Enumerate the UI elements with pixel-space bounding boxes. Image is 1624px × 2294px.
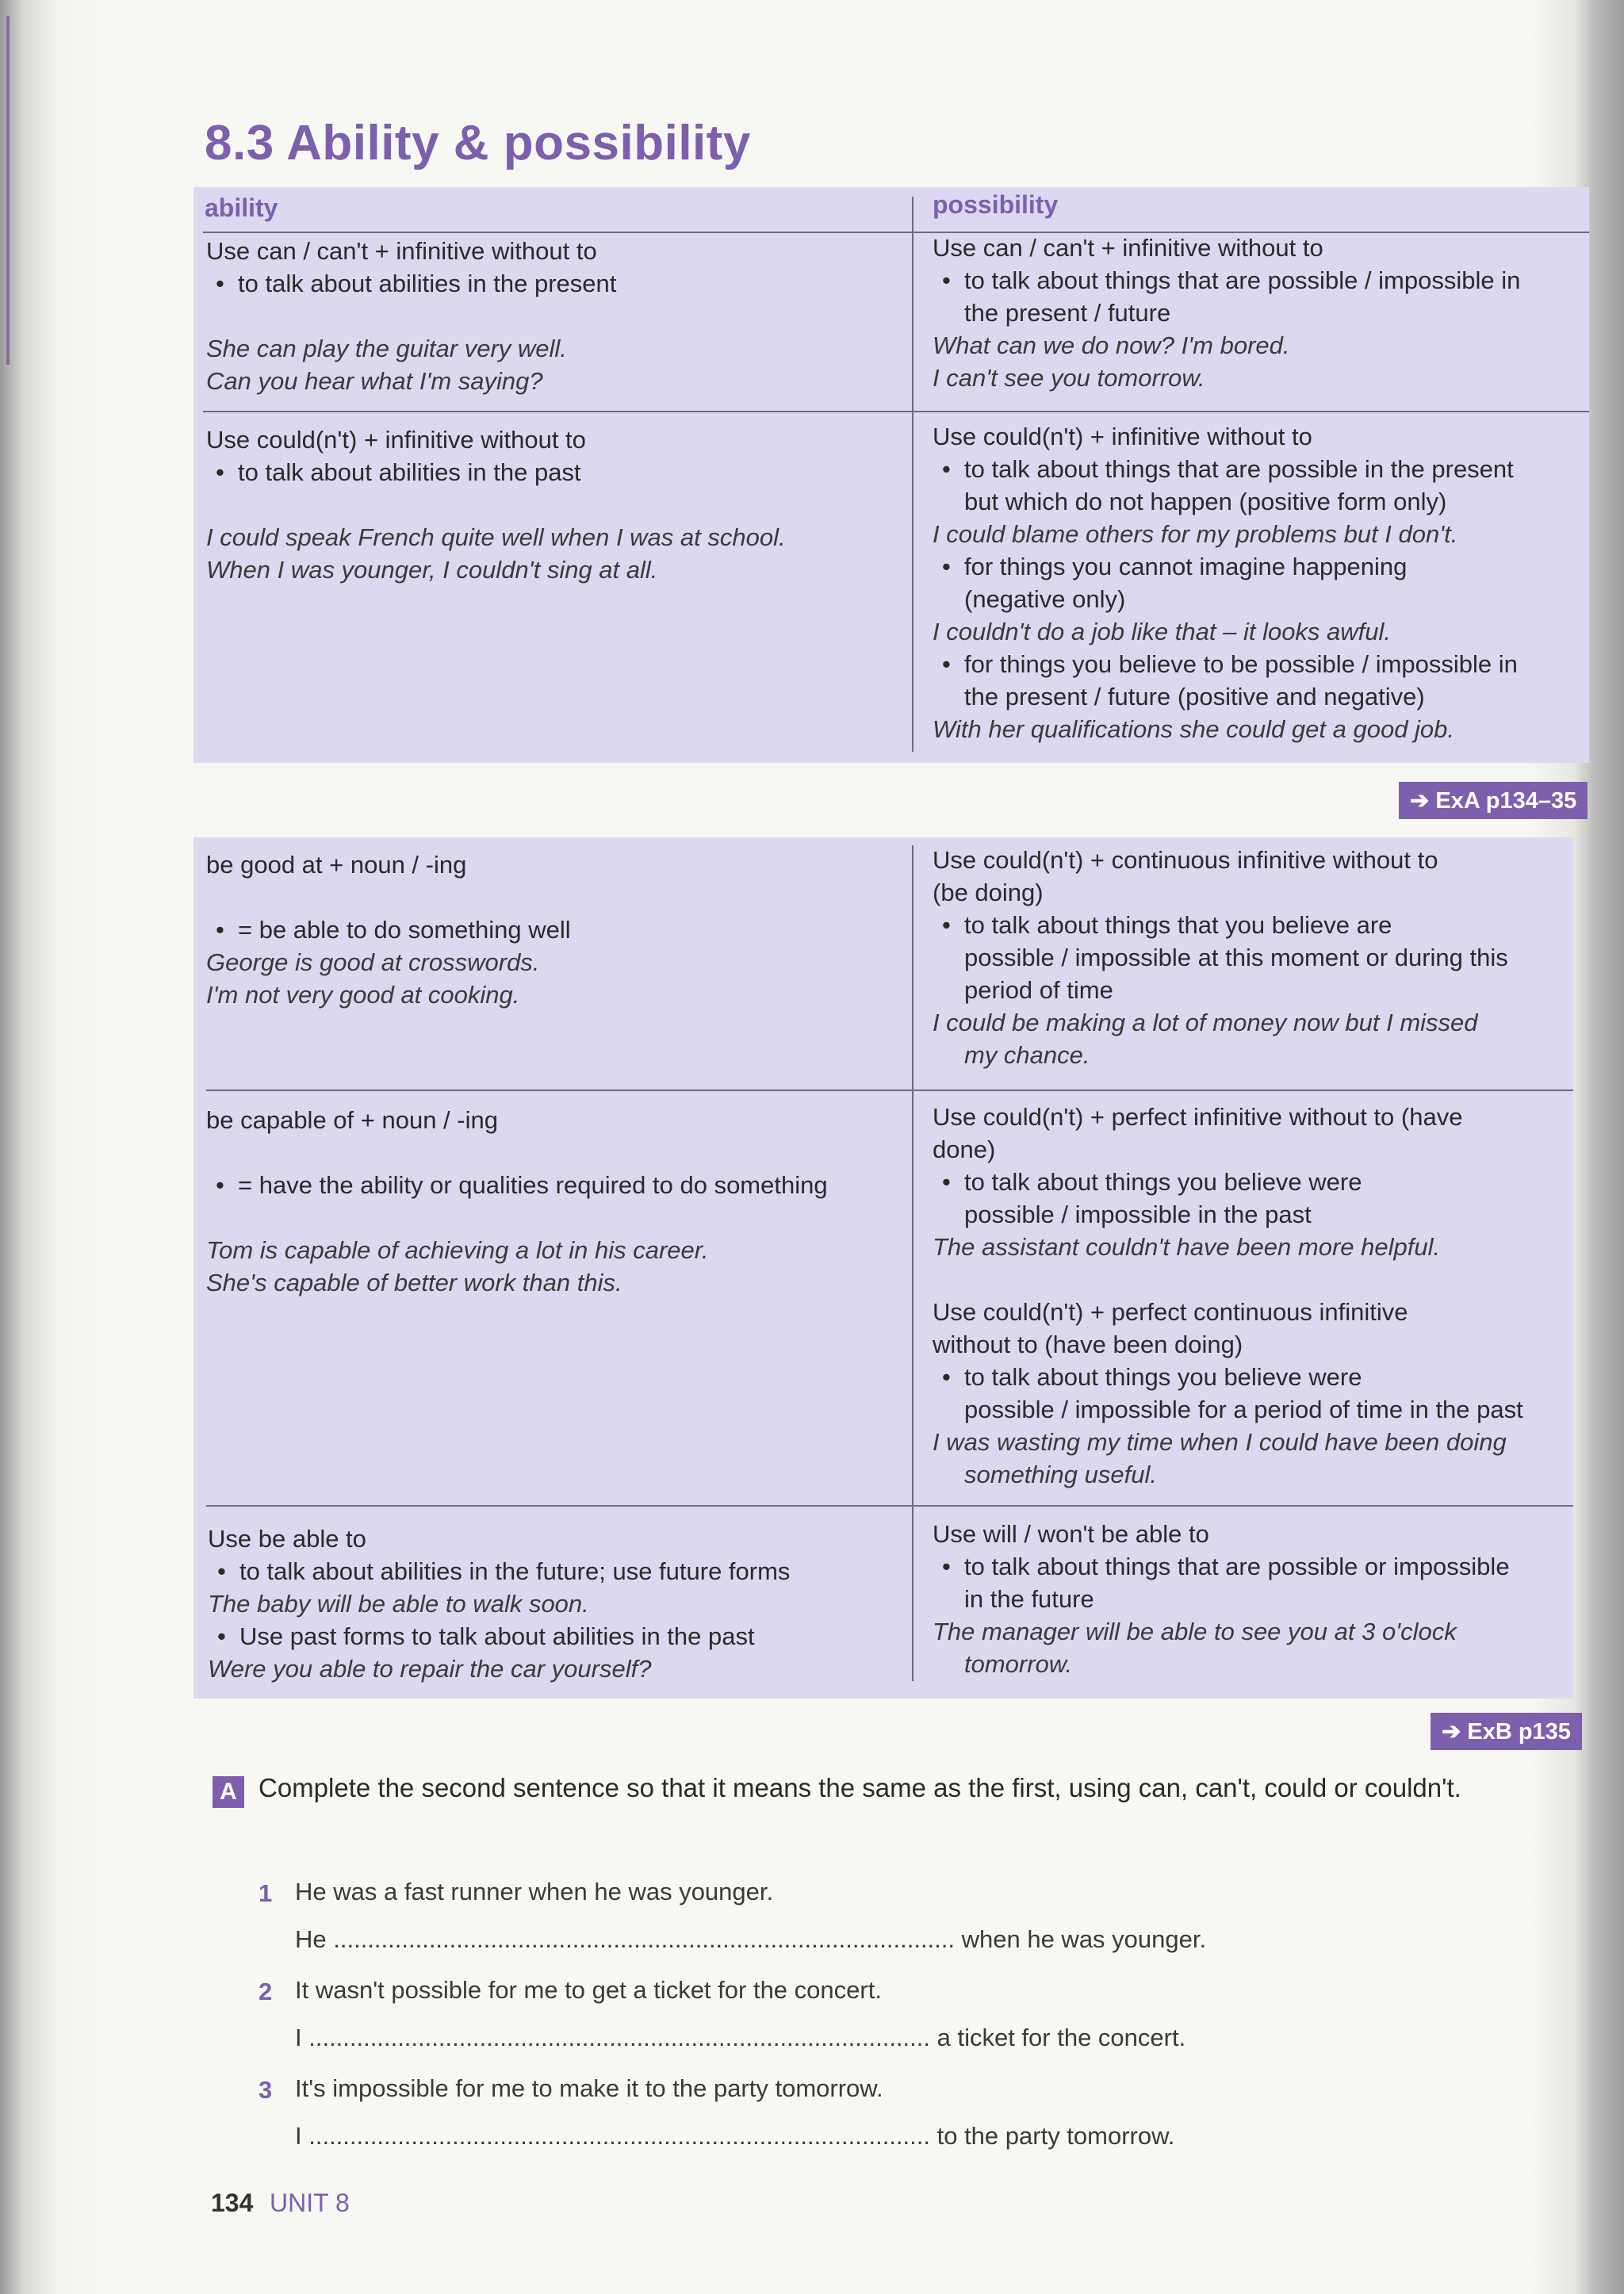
rule-heading: Use be able to [208,1525,366,1553]
be-capable-of-cell [206,1104,904,1299]
question-number: 2 [259,1978,273,2005]
possibility-present-cell [933,232,1591,394]
example-sentence: I could blame others for my problems but I don't. [933,520,1458,548]
spacer [933,1263,1583,1296]
spacer [206,881,904,913]
rule-heading: Use could(n't) + perfect continuous infinitive [933,1298,1408,1326]
usage-bullet-continued: possible / impossible at this moment or during this [964,944,1508,971]
rule-heading: (be doing) [933,879,1044,906]
example-sentence: Tom is capable of achieving a lot in his career. [206,1236,709,1264]
usage-bullet: • to talk about things that are possible / impossible in [933,264,1591,297]
rule-heading: Use could(n't) + infinitive without to [206,426,586,454]
example-sentence: The manager will be able to see you at 3 o'clock [933,1618,1457,1645]
spacer [206,300,904,332]
example-sentence: She can play the guitar very well. [206,335,567,362]
example-sentence: The baby will be able to walk soon. [208,1590,589,1618]
example-sentence: Were you able to repair the car yourself? [208,1655,652,1683]
rule-heading: Use will / won't be able to [933,1520,1209,1548]
usage-bullet: • = be able to do something well [206,913,904,946]
spacer [206,1136,904,1169]
usage-bullet: • to talk about things that are possible in the present [933,453,1591,485]
divider [203,411,1589,412]
usage-bullet: • to talk about things you believe were [933,1361,1583,1393]
example-sentence: I can't see you tomorrow. [933,364,1205,392]
usage-bullet: • Use past forms to talk about abilities in the past [208,1620,906,1653]
example-sentence: I could speak French quite well when I was at school. [206,523,786,551]
question-sentence: It wasn't possible for me to get a ticket for the concert. [295,1976,882,2004]
perfect-infinitive-cell [933,1101,1583,1491]
exercise-letter: A [213,1776,244,1808]
possibility-could-cell [933,420,1591,745]
usage-bullet-continued: possible / impossible in the past [964,1201,1312,1228]
rule-heading: done) [933,1136,996,1163]
answer-line[interactable]: I ........................................................................................... a ticket for the concert. [295,2024,1186,2051]
example-sentence: The assistant couldn't have been more helpful. [933,1233,1441,1261]
rule-heading: Use could(n't) + continuous infinitive without to [933,846,1438,874]
usage-bullet-continued: the present / future [964,299,1171,327]
question-sentence: He was a fast runner when he was younger. [295,1878,774,1905]
usage-bullet: • = have the ability or qualities required to do something [206,1169,904,1201]
rule-heading: Use can / can't + infinitive without to [206,237,597,265]
rule-heading: Use could(n't) + infinitive without to [933,423,1312,450]
example-sentence: What can we do now? I'm bored. [933,331,1290,359]
column-divider [912,197,914,752]
usage-bullet: • for things you cannot imagine happening [933,550,1591,583]
ability-heading: ability [205,193,278,222]
example-sentence-continued: something useful. [964,1461,1157,1488]
example-sentence: I was wasting my time when I could have been doing [933,1428,1507,1456]
usage-bullet: • to talk about abilities in the future; use future forms [208,1555,906,1587]
spacer [206,1201,904,1234]
be-able-to-cell [208,1522,906,1685]
possibility-heading: possibility [933,190,1059,219]
example-sentence: I could be making a lot of money now but I missed [933,1009,1478,1036]
usage-bullet: • to talk about abilities in the past [206,456,904,488]
rule-heading: be capable of + noun / -ing [206,1106,498,1134]
question-number: 1 [259,1879,273,1907]
section-title: 8.3 Ability & possibility [205,116,751,170]
usage-bullet: • to talk about things that you believe are [933,909,1583,941]
example-sentence: She's capable of better work than this. [206,1269,622,1296]
page-number: 134 [211,2189,254,2217]
continuous-infinitive-cell [933,844,1583,1071]
usage-bullet-continued: possible / impossible for a period of time in the past [964,1396,1523,1423]
usage-bullet: • to talk about things that are possible or impossible [933,1550,1583,1583]
usage-bullet-continued: (negative only) [964,585,1126,613]
example-sentence: George is good at crosswords. [206,948,540,976]
spacer [206,488,904,521]
page-edge [6,16,10,365]
example-sentence: When I was younger, I couldn't sing at all. [206,556,658,584]
question-number: 3 [259,2076,273,2104]
usage-bullet: • for things you believe to be possible / impossible in [933,648,1591,680]
example-sentence: With her qualifications she could get a good job. [933,715,1455,743]
usage-bullet-continued: the present / future (positive and negative) [964,683,1425,710]
answer-line[interactable]: I ........................................................................................... to the party tomorrow. [295,2122,1175,2150]
rule-heading: without to (have been doing) [933,1331,1243,1358]
rule-heading: be good at + noun / -ing [206,851,467,879]
exercise-reference-b[interactable]: ➔ ExB p135 [1431,1713,1582,1750]
be-good-at-cell [206,848,904,1011]
usage-bullet-continued: but which do not happen (positive form only) [964,488,1447,515]
column-divider [912,845,914,1681]
usage-bullet: • to talk about abilities in the present [206,267,904,300]
exercise-reference-a[interactable]: ➔ ExA p134–35 [1399,782,1588,819]
example-sentence-continued: tomorrow. [964,1650,1073,1678]
rule-heading: Use can / can't + infinitive without to [933,234,1323,262]
example-sentence-continued: my chance. [964,1041,1090,1069]
divider [206,1505,1573,1507]
ability-past-cell [206,423,904,586]
example-sentence: I couldn't do a job like that – it looks awful. [933,618,1392,645]
ability-present-cell [206,235,904,397]
will-be-able-to-cell [933,1518,1583,1680]
answer-line[interactable]: He ........................................................................................... when he was younger. [295,1925,1207,1953]
divider [206,1090,1573,1091]
exercise-instruction: Complete the second sentence so that it means the same as the first, using can, can't, could or couldn't. [259,1773,1461,1802]
usage-bullet-continued: period of time [964,976,1113,1004]
question-sentence: It's impossible for me to make it to the party tomorrow. [295,2074,883,2102]
rule-heading: Use could(n't) + perfect infinitive without to (have [933,1103,1463,1131]
usage-bullet-continued: in the future [964,1585,1094,1613]
usage-bullet: • to talk about things you believe were [933,1166,1583,1198]
unit-label: UNIT 8 [270,2189,350,2217]
example-sentence: Can you hear what I'm saying? [206,367,543,395]
example-sentence: I'm not very good at cooking. [206,981,520,1009]
